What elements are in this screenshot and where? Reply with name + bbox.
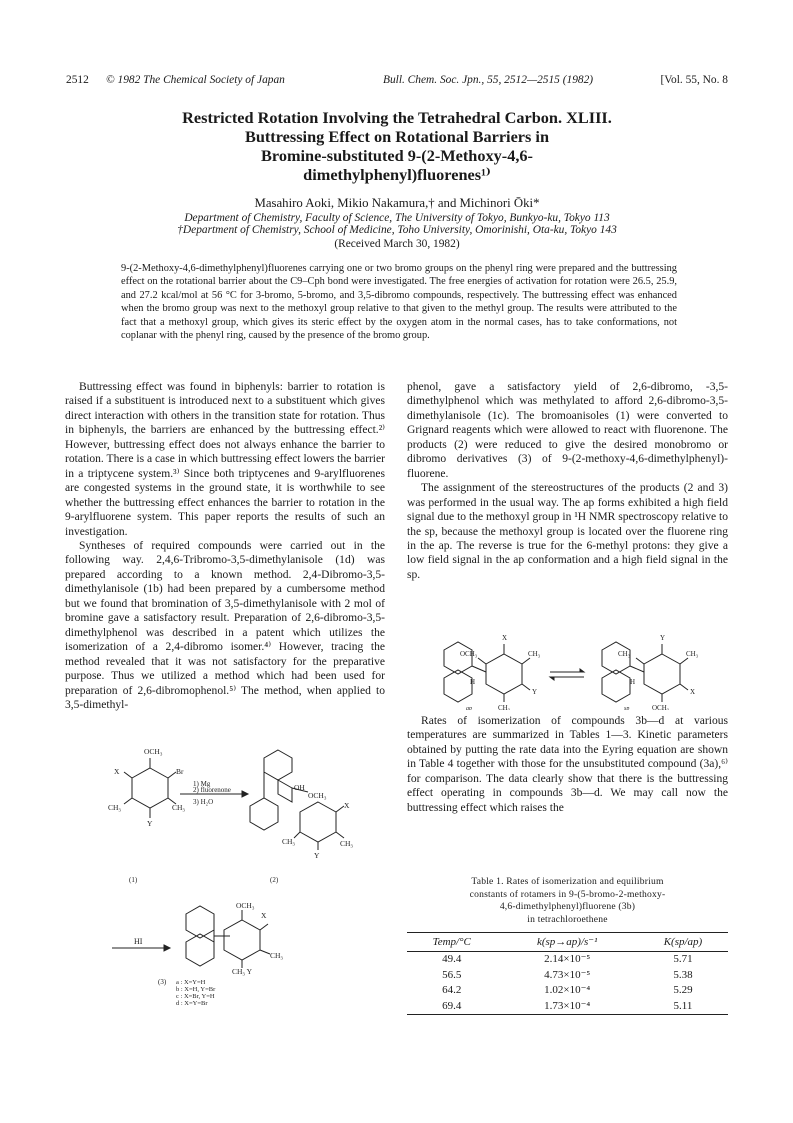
synthesis-scheme [98, 742, 368, 1032]
left-column [65, 380, 385, 712]
step-3: 3) H₂O [193, 798, 214, 806]
caption-line: Table 1. Rates of isomerization and equilibrium [471, 876, 664, 887]
label-ap: ap [466, 706, 472, 710]
label-x: X [261, 911, 267, 920]
label-ch3: CH₃ [108, 803, 122, 812]
label-x: X [690, 688, 696, 696]
society-line: © 1982 The Chemical Society of Japan [106, 74, 285, 86]
table-cell: 56.5 [442, 968, 462, 981]
caption-line: in tetrachloroethene [527, 913, 608, 925]
reagent-hi: HI [134, 937, 143, 946]
right-column-top [407, 380, 728, 582]
label-ch3: CH₃ [528, 650, 541, 658]
table-1 [407, 932, 728, 1015]
column-header: K(sp/ap) [638, 933, 728, 952]
label-h: H [470, 678, 476, 686]
label-ch3: CH₃ [340, 839, 354, 848]
paper-title [66, 108, 728, 184]
right-column-bottom [407, 714, 728, 815]
title-line: Bromine-substituted 9-(2-Methoxy-4,6- [261, 146, 533, 165]
table-cell: 1.73×10⁻⁴ [496, 999, 637, 1015]
caption-line: 4,6-dimethylphenyl)fluorene (3b) [499, 901, 636, 912]
title-line: Buttressing Effect on Rotational Barriers in [244, 127, 550, 146]
variant-a: a : X=Y=H [176, 979, 206, 986]
variant-d: d : X=Y=Br [176, 1000, 208, 1007]
affiliation: Department of Chemistry, Faculty of Science, The University of Tokyo, Bunkyo-ku, Tokyo 113 [184, 212, 610, 224]
label-och3: OCH₃ [144, 747, 163, 756]
label-ch3: CH₃ [498, 704, 511, 710]
compound-3-label: (3) [158, 978, 167, 986]
table-row [407, 968, 728, 984]
table-cell: 5.11 [638, 999, 728, 1015]
label-och3: OCH₃ [236, 901, 255, 910]
column-header: Temp/°C [407, 933, 496, 952]
variant-b: b : X=H, Y=Br [176, 986, 216, 993]
table-cell: 5.29 [673, 984, 693, 997]
journal-citation: Bull. Chem. Soc. Jpn., 55, 2512—2515 (1982) [383, 74, 594, 86]
label-y: Y [147, 819, 153, 828]
compound-1-label: (1) [129, 876, 138, 884]
page-number: 2512 [66, 74, 89, 86]
table-row [407, 999, 728, 1015]
abstract: 9-(2-Methoxy-4,6-dimethylphenyl)fluorenes carrying one or two bromo groups on the phenyl ring were prepared and the buttressing effect on the rotational barrier about the C9–Cph bond were investigated. The free energies of activation for rotation were 26.5, 25.9, and 27.2 kcal/mol at 56 °C for 3-bromo, 5-bromo, and 3,5-dibromo compounds, respectively. The buttressing effect was enhanced when the bromo group was next to the methoxyl group relative to that given to the methyl group. The results were attributed to the fact that a methoxyl group, which gives its steric effect by the oxygen atom in the normal cases, has to take conformations, not coplanar with the phenyl ring, caused by the presence of the bromo group. [121, 263, 677, 342]
table-cell: 5.38 [673, 968, 693, 981]
label-och3: OCH₃ [652, 704, 670, 710]
title-line: Restricted Rotation Involving the Tetrahedral Carbon. XLIII. [182, 108, 612, 127]
label-och3: OCH₃ [308, 791, 327, 800]
compound-2-label: (2) [270, 876, 279, 884]
label-y: Y [532, 688, 538, 696]
label-ch3: CH₃ [282, 837, 296, 846]
benzene-ring [132, 768, 168, 808]
label-y: Y [660, 634, 666, 642]
label-x: X [502, 634, 508, 642]
label-ch3: CH₃ [686, 650, 699, 658]
label-ch3: CH₃ [172, 803, 186, 812]
label-x: X [344, 801, 350, 810]
table-cell: 2.14×10⁻⁵ [544, 953, 591, 965]
volume-info: [Vol. 55, No. 8 [660, 74, 728, 86]
table-cell: 49.4 [442, 953, 462, 965]
label-x: X [114, 767, 120, 776]
label-y: Y [314, 851, 320, 860]
paragraph: Rates of isomerization of compounds 3b—d at various temperatures are summarized in Tables 1—3. Kinetic parameters obtained by putting the rate data into the Eyring equation are shown in Table 4 together with those for the unsubstituted compound (3a),⁶⁾ for comparison. The data clearly show that there is the buttressing effect operating in compounds 3b—d. We may call now the buttressing effect which raises the [407, 715, 728, 814]
table-row [407, 983, 728, 999]
label-ch3: CH₃ [270, 951, 284, 960]
step-2: 2) fluorenone [193, 786, 231, 794]
label-och3: OCH₃ [460, 650, 478, 658]
column-header: k(sp→ap)/s⁻¹ [496, 933, 637, 952]
table-cell: 69.4 [407, 999, 496, 1015]
label-sp: sp [624, 706, 630, 710]
label-oh: OH [294, 783, 305, 792]
paragraph: Buttressing effect was found in biphenyls: barrier to rotation is raised if a substituent is introduced next to a substituent which gives direct interaction with others in the transition state for rotation. Thus in biphenyls, the barriers are enhanced by the buttressing effect.²⁾ However, buttressing effect does not always enhance the barrier to rotation. There is a case in which buttressing effect lowers the barrier in a triptycene system.³⁾ Since both triptycenes and 9-arylfluorenes are congested systems in the ground state, it is worthwhile to see whether the buttressing effect enhances the barrier to rotation in the 9-arylfluorene system. This paper reports the results of such an investigation. [65, 381, 385, 538]
step-1: 1) Mg [193, 780, 211, 788]
table-cell: 64.2 [442, 984, 462, 997]
authors: Masahiro Aoki, Mikio Nakamura,† and Michinori Ōki* [254, 196, 540, 210]
label-ch3: CH₃ [618, 650, 631, 658]
label-ch3-y: CH₃ Y [232, 967, 253, 976]
paragraph: Syntheses of required compounds were carried out in the following way. 2,4,6-Tribromo-3,5-dimethylanisole (1d) was prepared according to a known method. 2,4-Dibromo-3,5-dimethylanisole (1b) had been prepared by a cumbersome method but we found that bromination of 3,5-dimethylanisole with 2 mol of bromine gave a satisfactory result. Preparation of 2,6-dibromo-3,5-dimethylphenol was described in a patent which utilizes the isomerization of a 2,4-dibromo isomer.⁴⁾ However, tracing the method revealed that it was not satisfactory for the preparative purpose. Thus we utilized a method which had been used for preparation of 2,6-dibromophenol.⁵⁾ The method, when applied to 3,5-dimethyl- [65, 539, 385, 711]
table-cell: 1.02×10⁻⁴ [544, 984, 591, 997]
table-1-caption [407, 876, 728, 926]
table-cell: 4.73×10⁻⁵ [544, 968, 591, 981]
paragraph: The assignment of the stereostructures of the products (2 and 3) was performed in the usual way. The ap forms exhibited a high field signal due to the methoxyl group in ¹H NMR spectroscopy relative to the sp, because the methoxyl group is located over the fluorene ring in the ap. The reverse is true for the 6-methyl protons: they give a low field signal in the ap conformation and a high field signal in the sp. [407, 482, 728, 581]
table-row [407, 952, 728, 968]
caption-line: constants of rotamers in 9-(5-bromo-2-methoxy- [469, 888, 666, 900]
affiliation: †Department of Chemistry, School of Medicine, Toho University, Omorinishi, Ota-ku, Tokyo 143 [177, 224, 617, 236]
title-line: dimethylphenyl)fluorenes¹⁾ [303, 165, 491, 184]
label-h: H [630, 678, 636, 686]
label-br: Br [176, 767, 184, 776]
table-header-row [407, 933, 728, 952]
rotamer-equilibrium-figure [430, 632, 720, 710]
paragraph: phenol, gave a satisfactory yield of 2,6-dibromo, -3,5-dimethylphenol which was methylated to afford 2,6-dibromo-3,5-dimethylanisole (1c). The bromoanisoles (1) were converted to Grignard reagents which were allowed to react with fluorenone. The products (2) were reduced to give the desired monobromo or dibromo derivatives (3) of 9-(2-methoxy-4,6-dimethylphenyl)-fluorene. [407, 381, 728, 480]
received-date: (Received March 30, 1982) [334, 238, 460, 250]
table-cell: 5.71 [673, 953, 693, 965]
variant-c: c : X=Br, Y=H [176, 993, 215, 1000]
